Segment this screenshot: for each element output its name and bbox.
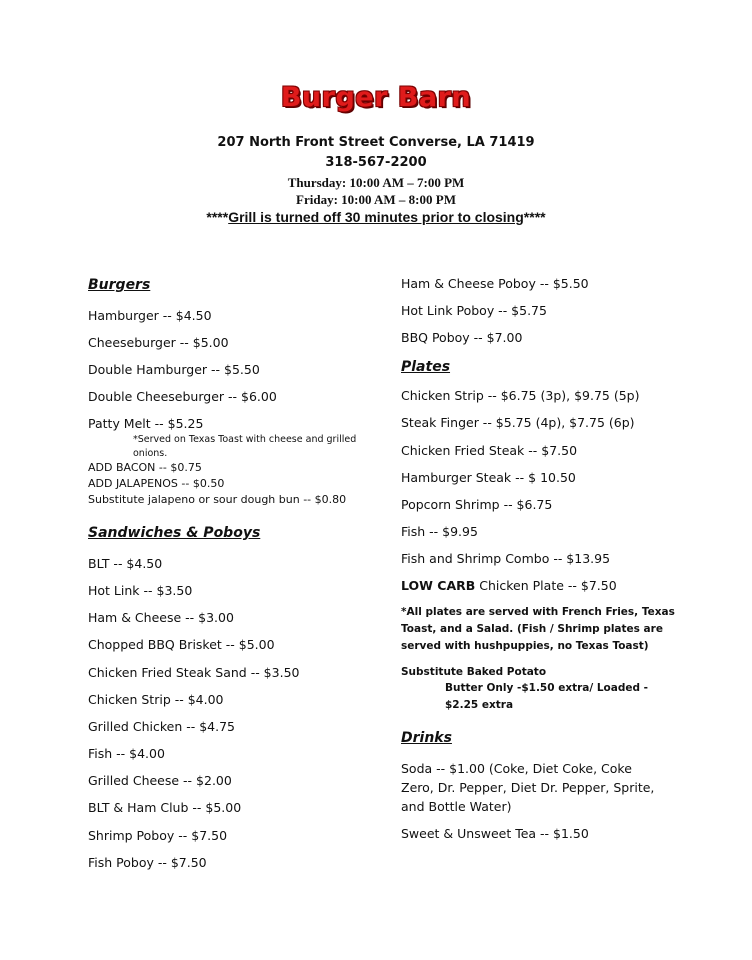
menu-item: Shrimp Poboy -- $7.50	[88, 828, 228, 843]
menu-item: Fish and Shrimp Combo -- $13.95	[401, 551, 611, 566]
menu-item: Patty Melt -- $5.25	[88, 416, 204, 431]
menu-item: Hamburger -- $4.50	[88, 308, 212, 323]
menu-item: Double Cheeseburger -- $6.00	[88, 389, 277, 404]
burgers-heading: Burgers	[88, 277, 151, 293]
potato-detail: Butter Only -$1.50 extra/ Loaded - $2.25 extra	[445, 682, 649, 711]
potato-heading: Substitute Baked Potato	[401, 666, 547, 678]
menu-item: Grilled Cheese -- $2.00	[88, 773, 232, 788]
menu-item: Fish Poboy -- $7.50	[88, 855, 207, 870]
menu-item: Ham & Cheese -- $3.00	[88, 610, 234, 625]
phone-number: 318-567-2200	[325, 155, 427, 170]
plates-note: *All plates are served with French Fries, Texas Toast, and a Salad. (Fish / Shrimp plates are served with hushpuppies, no Texas Toast)	[401, 606, 675, 652]
patty-melt-note: *Served on Texas Toast with cheese and grilled onions.	[133, 434, 357, 459]
menu-item: Chicken Fried Steak Sand -- $3.50	[88, 665, 300, 680]
menu-item: Hamburger Steak -- $ 10.50	[401, 470, 576, 485]
grill-suffix: ****	[523, 209, 546, 225]
addon-item: Substitute jalapeno or sour dough bun -- $0.80	[88, 493, 347, 506]
sandwiches-heading: Sandwiches & Poboys	[88, 525, 261, 541]
hours-friday: Friday: 10:00 AM – 8:00 PM	[296, 192, 456, 207]
restaurant-title: Burger Barn	[280, 82, 472, 113]
menu-item: Chicken Strip -- $6.75 (3p), $9.75 (5p)	[401, 388, 640, 403]
menu-item: Popcorn Shrimp -- $6.75	[401, 497, 553, 512]
menu-item: Double Hamburger -- $5.50	[88, 362, 260, 377]
hours-thursday: Thursday: 10:00 AM – 7:00 PM	[287, 175, 465, 190]
menu-item: BLT & Ham Club -- $5.00	[88, 800, 242, 815]
drinks-heading: Drinks	[401, 730, 452, 746]
menu-item: Grilled Chicken -- $4.75	[88, 719, 235, 734]
menu-item: Hot Link -- $3.50	[88, 583, 193, 598]
grill-text: Grill is turned off 30 minutes prior to closing	[228, 209, 524, 225]
menu-item: BBQ Poboy -- $7.00	[401, 330, 523, 345]
lowcarb-text: Chicken Plate -- $7.50	[475, 578, 617, 593]
menu-item: Fish -- $4.00	[88, 746, 165, 761]
grill-notice	[0, 209, 752, 225]
plates-heading: Plates	[401, 359, 451, 375]
menu-item: Ham & Cheese Poboy -- $5.50	[401, 276, 589, 291]
addon-item: ADD JALAPENOS -- $0.50	[88, 477, 225, 490]
lowcarb-item	[401, 578, 617, 593]
lowcarb-label: LOW CARB	[401, 578, 476, 593]
soda-item: Soda -- $1.00 (Coke, Diet Coke, Coke Zero, Dr. Pepper, Diet Dr. Pepper, Sprite, and Bottle Water)	[401, 761, 655, 814]
tea-item: Sweet & Unsweet Tea -- $1.50	[401, 826, 589, 841]
menu-item: Chicken Fried Steak -- $7.50	[401, 443, 578, 458]
menu-item: Chopped BBQ Brisket -- $5.00	[88, 637, 275, 652]
grill-prefix: ****	[206, 209, 229, 225]
menu-item: Cheeseburger -- $5.00	[88, 335, 229, 350]
addon-item: ADD BACON -- $0.75	[88, 461, 202, 474]
menu-item: Steak Finger -- $5.75 (4p), $7.75 (6p)	[401, 415, 635, 430]
menu-item: BLT -- $4.50	[88, 556, 163, 571]
menu-item: Hot Link Poboy -- $5.75	[401, 303, 547, 318]
menu-item: Chicken Strip -- $4.00	[88, 692, 224, 707]
address: 207 North Front Street Converse, LA 71419	[217, 135, 535, 150]
menu-item: Fish -- $9.95	[401, 524, 478, 539]
